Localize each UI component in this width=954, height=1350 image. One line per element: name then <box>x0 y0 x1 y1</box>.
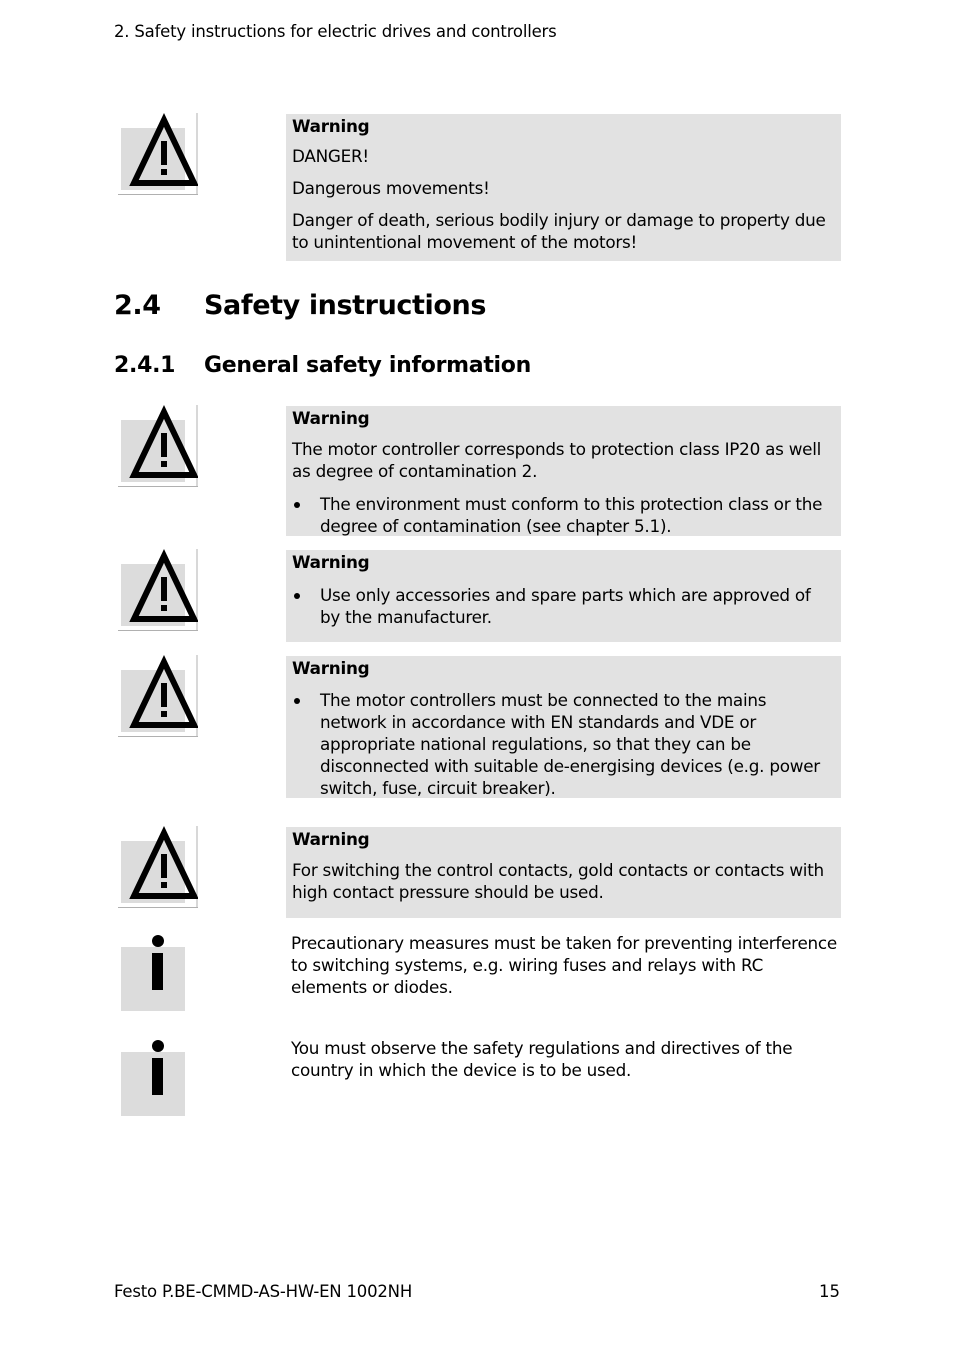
info-icon <box>121 935 185 1011</box>
bullet-text: The motor controllers must be connected to the mains network in accordance with EN standards and VDE or appropriate national regulations, so that they can be disconnected with suitable de-energising devices (e.g. power switch, fuse, circuit breaker). <box>320 690 820 798</box>
warning-triangle-icon <box>118 655 198 737</box>
warning-box-control-contacts <box>286 827 841 918</box>
section-title: Safety instructions <box>204 290 487 321</box>
warning-triangle-icon <box>118 113 198 195</box>
warning-line: DANGER! <box>292 146 369 166</box>
warning-title: Warning <box>292 408 370 428</box>
bullet-text: Use only accessories and spare parts which are approved of by the manufacturer. <box>320 585 811 627</box>
bullet-dot <box>294 593 300 599</box>
warning-title: Warning <box>292 552 370 572</box>
warning-line: Dangerous movements! <box>292 178 490 198</box>
subsection-number: 2.4.1 <box>114 353 176 378</box>
warning-bullet <box>292 493 835 537</box>
bullet-dot <box>294 502 300 508</box>
info-icon <box>121 1040 185 1116</box>
warning-triangle-icon <box>118 405 198 487</box>
warning-triangle-icon <box>118 826 198 908</box>
bullet-dot <box>294 698 300 704</box>
subsection-title: General safety information <box>204 353 531 378</box>
warning-title: Warning <box>292 116 370 136</box>
warning-line: Danger of death, serious bodily injury or damage to property due to unintentional movement of the motors! <box>292 210 826 252</box>
warning-title: Warning <box>292 658 370 678</box>
warning-box-protection-class <box>286 406 841 536</box>
note-interference: Precautionary measures must be taken for preventing interference to switching systems, e.g. wiring fuses and relays with RC elements or diodes. <box>291 933 837 997</box>
warning-triangle-icon <box>118 549 198 631</box>
warning-box-mains-network <box>286 656 841 798</box>
warning-text: For switching the control contacts, gold contacts or contacts with high contact pressure should be used. <box>292 860 824 902</box>
warning-box-accessories <box>286 550 841 642</box>
warning-title: Warning <box>292 829 370 849</box>
running-header: 2. Safety instructions for electric drives and controllers <box>114 22 557 41</box>
section-number: 2.4 <box>114 290 161 321</box>
warning-text: The motor controller corresponds to protection class IP20 as well as degree of contamination 2. <box>292 439 822 481</box>
page-number: 15 <box>819 1282 840 1301</box>
note-regulations: You must observe the safety regulations and directives of the country in which the device is to be used. <box>291 1038 793 1080</box>
warning-box-danger <box>286 114 841 261</box>
warning-bullet <box>292 689 835 799</box>
subsection-heading <box>114 353 531 378</box>
warning-bullet <box>292 584 835 628</box>
section-heading <box>114 290 486 321</box>
footer-document-id: Festo P.BE-CMMD-AS-HW-EN 1002NH <box>114 1282 413 1301</box>
bullet-text: The environment must conform to this protection class or the degree of contamination (see chapter 5.1). <box>320 494 823 536</box>
